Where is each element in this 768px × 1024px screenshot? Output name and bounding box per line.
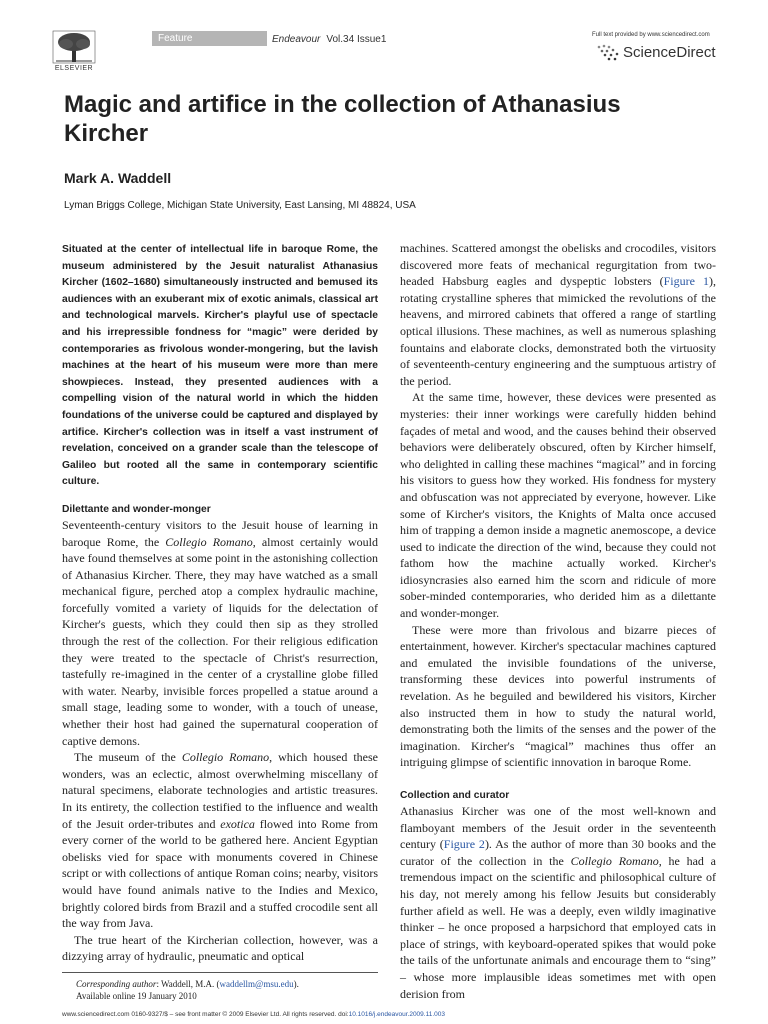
paragraph: The true heart of the Kircherian collection, however, was a dizzying array of hydraulic, pneumatic and optical [62,932,378,964]
elsevier-label: ELSEVIER [54,65,94,72]
author-email-link[interactable]: waddellm@msu.edu [219,979,294,989]
paragraph: These were more than frivolous and bizarre pieces of entertainment, however. Kircher's spectacular machines captured and emulated the invisible foundations of the universe, transforming these devices into powerful instruments of revelation. As he beguiled and bewildered his visitors, Kircher also instructed them in how to study the natural world, demonstrating both the limits of the senses and the power of the imagination. Kircher's “magical” machines thus offer an intriguing glimpse of scientific innovation in baroque Rome. [400,622,716,770]
section-heading-collection: Collection and curator [400,790,510,801]
left-column [62,242,378,965]
sciencedirect-label: ScienceDirect [623,44,716,61]
provided-by-text: Full text provided by www.sciencedirect.com [592,32,710,38]
figure-2-link[interactable]: Figure 2 [443,837,485,852]
abstract: Situated at the center of intellectual life in baroque Rome, the museum administered by the Jesuit naturalist Athanasius Kircher (1602–1680) simultaneously instructed and bemused its audiences with an exuberant mix of exotic animals, classical art and technological marvels. Kircher's playful use of spectacle and his irrepressible fondness for “magic” were derided by contemporaries as frivolous wonder-mongering, but the lavish machines at the heart of his museum were more than mere showpieces. Instead, they presented audiences with a compelling vision of the natural world in which the hidden foundations of the universe could be captured and displayed by artifice. Kircher's collection was in itself a vast instrument of revelation, conceived on a grander scale than the telescope of Galileo but rooted all the same in contemporary scientific culture. [62,244,378,488]
author-name: Mark A. Waddell [64,170,172,186]
section-tab: Feature [152,31,267,46]
paragraph: The museum of the Collegio Romano, which housed these wonders, was an eclectic, almost overwhelming miscellany of natural specimens, elaborate technologies and artistic treasures. In its entirety, the collection testified to the influence and wealth of the Jesuit order-tributes and exotica flowed into Rome from every corner of the world to be gathered here. Ancient Egyptian obelisks vied for space with monuments covered in Chinese script or with collections of antique Roman coins; nearby, visitors would have found animals native to the Indies and Mexico, brightly colored birds from Brazil and a stuffed crocodile sent all the way from Java. [62,750,378,931]
paragraph: At the same time, however, these devices were presented as mysteries: their inner workings were carefully hidden behind façades of metal and wood, and the causes behind their observed behaviors were deliberately obscured, often by Kircher himself, who delighted in calling these machines “magical” and in forcing his visitors to guess how they worked. His fondness for mystery and obfuscation was not appreciated by everyone, however. Like some of Kircher's visitors, the Knights of Malta once accused him of trapping a demon inside a magnetic anemoscope, a device used to indicate the direction of the wind, because they could not fathom how the machine actually worked. Kircher's idiosyncrasies also earned him the scorn and ridicule of more sober-minded contemporaries, who derided him as a dilettante and wonder-monger. [400,390,716,621]
doi-link[interactable]: 10.1016/j.endeavour.2009.11.003 [348,1011,445,1018]
sciencedirect-logo[interactable] [596,42,716,64]
footer-text: www.sciencedirect.com 0160-9327/$ – see front matter © 2009 Elsevier Ltd. All rights reserved. doi: [62,1011,349,1018]
journal-name: Endeavour [272,34,321,45]
figure-1-link[interactable]: Figure 1 [663,274,709,289]
right-column [400,240,716,1002]
section-heading-dilettante: Dilettante and wonder-monger [62,503,211,515]
author-affiliation: Lyman Briggs College, Michigan State University, East Lansing, MI 48824, USA [64,200,416,211]
available-online-note: Available online 19 January 2010 [76,991,197,1001]
elsevier-tree-icon [52,30,96,64]
article-title: Magic and artifice in the collection of Athanasius Kircher [64,91,621,147]
paragraph: Seventeenth-century visitors to the Jesuit house of learning in baroque Rome, the Collegio Romano, almost certainly would have found themselves at some point in the astonishing collection of Athanasius Kircher. There, they may have watched as a small mechanical figure, perched atop a complex hydraulic machine, forcefully vomited a variety of liquids for the delectation of Kircher's guests, which they could then sip as they strolled through the rest of the collection. For their religious edification they were treated to the spectacle of Christ's resurrection, tastefully re-imagined in the center of a crystalline globe filled with water. Nearby, invisible forces propelled a statue around a small stage, leading some to wonder, with a touch of unease, whether their host had gained the supernatural cooperation of captive demons. [62,517,378,748]
sciencedirect-dots-icon [596,44,620,62]
paragraph: Athanasius Kircher was one of the most well-known and flamboyant members of the Jesuit order in the seventeenth century (Figure 2). As the author of more than 30 books and the curator of the collection in the Collegio Romano, he had a tremendous impact on the scientific and philosophical culture of his day, not merely among his fellow Jesuits but considerably further afield as well. He was a deeply, even wildly imaginative thinker – he once proposed a harpsichord that employed cats in place of strings, with keyboard-operated spikes that would poke the tails of the unfortunate animals and encourage them to “sing” – whose more implausible ideas sometimes met with open derision from [400,804,717,1001]
sciencedirect-block[interactable] [592,32,716,61]
page-footer [62,1011,445,1018]
journal-citation [272,34,386,45]
corresponding-author-note: Corresponding author: Waddell, M.A. (waddellm@msu.edu). [76,979,299,989]
paragraph: machines. Scattered amongst the obelisks and crocodiles, visitors discovered more feats of mechanical regurgitation from two-headed Habsburg eagles and dyspeptic lobsters (Figure 1), rotating crystalline spheres that mimicked the revolutions of the heavens, and mirrored cabinets that offered a range of startling optical illusions. These machines, as well as numerous splashing fountains and elaborate clocks, demonstrated both the virtuosity of seventeenth-century engineering and the sumptuous artistry of the period. [400,241,716,388]
journal-volume: Vol.34 Issue1 [326,34,387,45]
footnote [62,972,378,1002]
elsevier-logo [52,30,96,72]
